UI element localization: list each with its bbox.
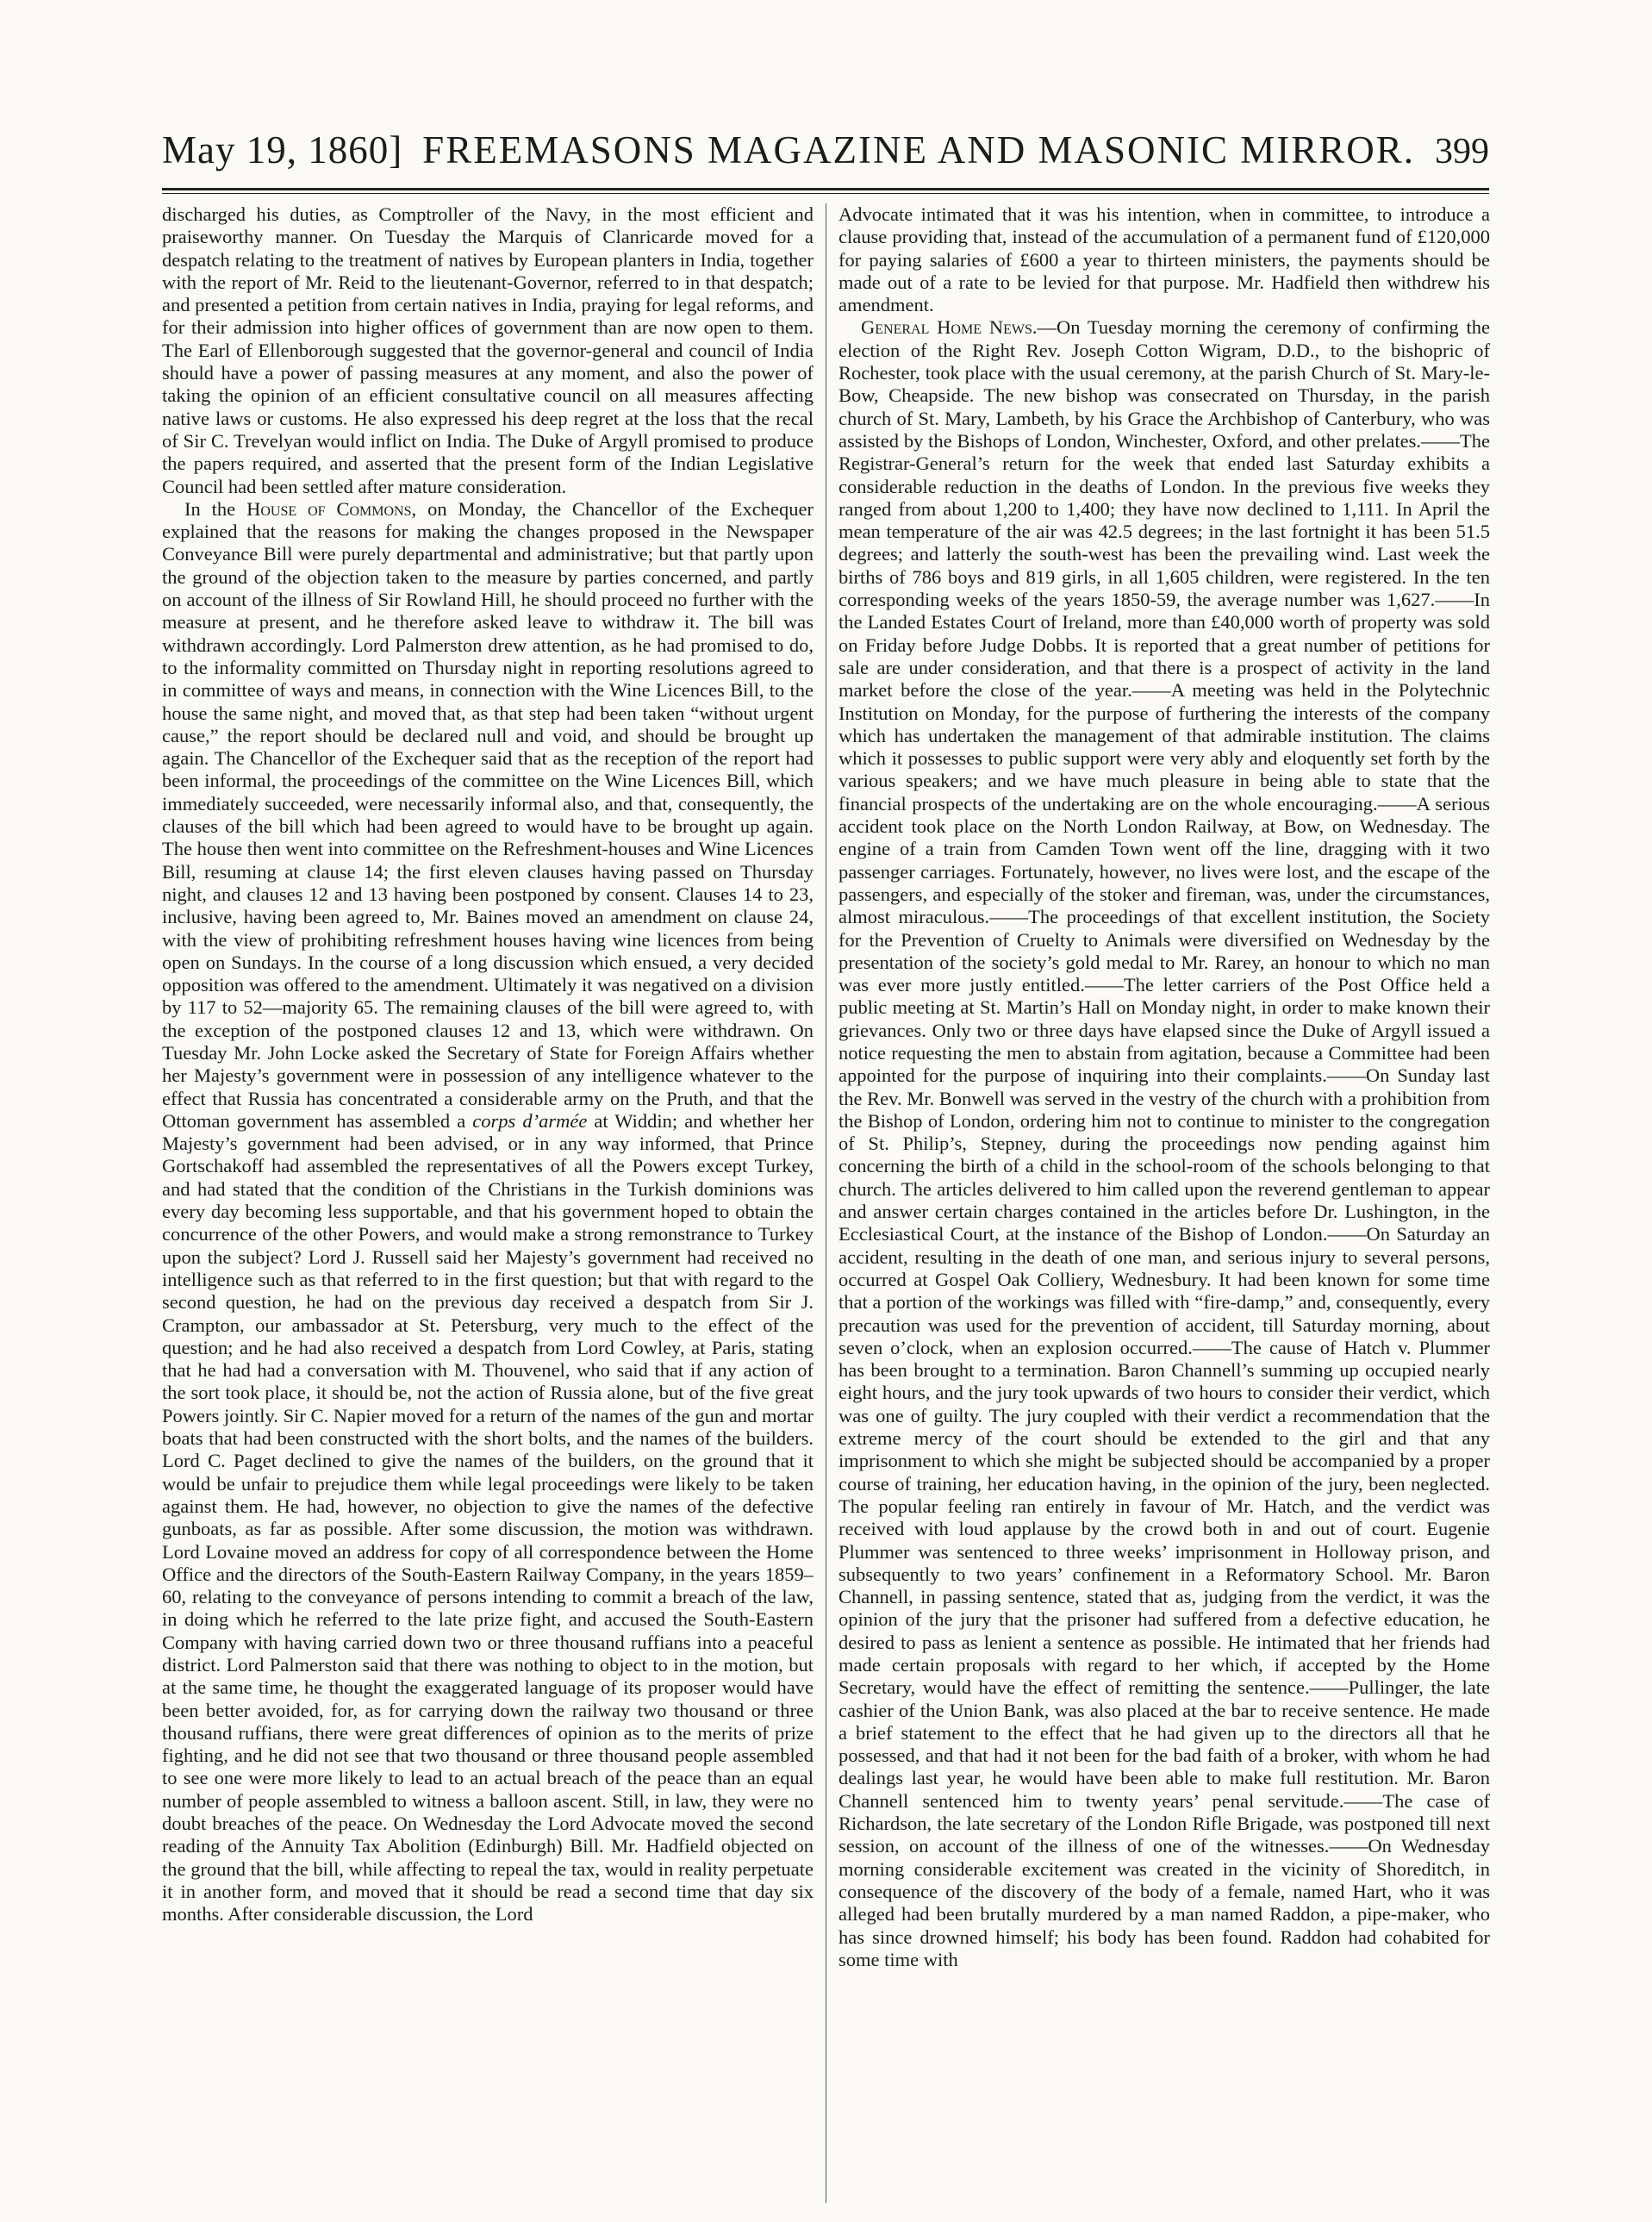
paragraph: [162, 498, 814, 1926]
paragraph-text: —On Tuesday morning the ceremony of confirming the election of the Right Rev. Joseph Cotton Wigram, D.D., to the bishopric of Rochester, took place with the usual ceremony, at the parish Church of St. Mary-le-Bow, Cheapside. The new bishop was consecrated on Thursday, in the parish church of St. Mary, Lambeth, by his Grace the Archbishop of Canterbury, who was assisted by the Bishops of London, Winchester, Oxford, and other prelates.——The Registrar-General’s return for the week that ended last Saturday exhibits a considerable reduction in the deaths of London. In the previous five weeks they ranged from about 1,200 to 1,400; they have now declined to 1,111. In April the mean temperature of the air was 42.5 degrees; in the last fortnight it has been 51.5 degrees; and latterly the south-west has been the prevailing wind. Last week the births of 786 boys and 819 girls, in all 1,605 children, were registered. In the ten corresponding weeks of the years 1850-59, the average number was 1,627.——In the Landed Estates Court of Ireland, more than £40,000 worth of property was sold on Friday before Judge Dobbs. It is reported that a great number of petitions for sale are under consideration, and that there is a prospect of activity in the land market before the close of the year.——A meeting was held in the Polytechnic Institution on Monday, for the purpose of furthering the interests of the company which has undertaken the management of that admirable institution. The claims which it possesses to public support were very ably and eloquently set forth by the various speakers; and we have much pleasure in being able to state that the financial prospects of the undertaking are on the whole encouraging.——A serious accident took place on the North London Railway, at Bow, on Wednesday. The engine of a train from Camden Town went off the line, dragging with it two passenger carriages. Fortunately, however, no lives were lost, and the escape of the passengers, and especially of the stoker and fireman, was, under the circumstances, almost miraculous.——The proceedings of that excellent institution, the Society for the Prevention of Cruelty to Animals were diversified on Wednesday by the presentation of the society’s gold medal to Mr. Rarey, an honour to which no man was ever more justly entitled.——The letter carriers of the Post Office held a public meeting at St. Martin’s Hall on Monday night, in order to make known their grievances. Only two or three days have elapsed since the Duke of Argyll issued a notice requesting the men to abstain from agitation, because a Committee had been appointed for the purpose of inquiring into their complaints.——On Sunday last the Rev. Mr. Bonwell was served in the vestry of the church with a prohibition from the Bishop of London, ordering him not to continue to minister to the congregation of St. Philip’s, Stepney, during the proceedings now pending against him concerning the birth of a child in the school-room of the schools belonging to that church. The articles delivered to him called upon the reverend gentleman to appear and answer certain charges contained in the articles before Dr. Lushington, in the Ecclesiastical Court, at the instance of the Bishop of London.——On Saturday an accident, resulting in the death of one man, and serious injury to several persons, occurred at Gospel Oak Colliery, Wednesbury. It had been known for some time that a portion of the workings was filled with “fire-damp,” and, consequently, every precaution was used for the prevention of accident, till Saturday morning, about seven o’clock, when an explosion occurred.——The cause of Hatch v. Plummer has been brought to a termination. Baron Channell’s summing up occupied nearly eight hours, and the jury took upwards of two hours to consider their verdict, which was one of guilty. The jury coupled with their verdict a recommendation that the extreme mercy of the court should be extended to the girl and that any imprisonment to which she might be subjected should be accompanied by a proper course of training, her education having, in the opinion of the jury, been neglected. The popular feeling ran entirely in favour of Mr. Hatch, and the verdict was received with loud applause by the crowd both in and out of court. Eugenie Plummer was sentenced to three weeks’ imprisonment in Holloway prison, and subsequently to two years’ confinement in a Reformatory School. Mr. Baron Channell, in passing sentence, stated that as, judging from the verdict, it was the opinion of the jury that the prisoner had suffered from a defective education, he desired to pass as lenient a sentence as possible. He intimated that her friends had made certain proposals with regard to her which, if accepted by the Home Secretary, would have the effect of remitting the sentence.——Pullinger, the late cashier of the Union Bank, was also placed at the bar to receive sentence. He made a brief statement to the effect that he had given up to the directors all that he possessed, and that had it not been for the bad faith of a broker, with whom he had dealings last year, he would have been able to make full restitution. Mr. Baron Channell sentenced him to twenty years’ penal servitude.——The case of Richardson, the late secretary of the London Rifle Brigade, was postponed till next session, on account of the illness of one of the witnesses.——On Wednesday morning considerable excitement was created in the vicinity of Shoreditch, in consequence of the discovery of the body of a female, named Hart, who it was alleged had been brutally murdered by a man named Raddon, a pipe-maker, who has since drowned himself; his body has been found. Raddon had cohabited for some time with: [838, 316, 1490, 1970]
paragraph: [162, 203, 814, 498]
header-rule: [162, 188, 1489, 190]
italic-phrase: corps d’armée: [472, 1109, 588, 1132]
paragraph-text: In the: [184, 497, 236, 520]
page-header: [162, 128, 1489, 183]
paragraph-text: Advocate intimated that it was his intention, when in committee, to introduce a clause providing that, instead of the accumulation of a permanent fund of £120,000 for paying salaries of £600 a year to thirteen ministers, the payments should be made out of a rate to be levied for that purpose. Mr. Hadfield then withdrew his amendment.: [838, 203, 1490, 316]
paragraph-text: discharged his duties, as Comptroller of the Navy, in the most efficient and praiseworthy manner. On Tuesday the Marquis of Clanricarde moved for a despatch relating to the treatment of natives by European planters in India, together with the report of Mr. Reid to the lieutenant-Governor, referred to in that despatch; and presented a petition from certain natives in India, praying for legal reforms, and for their admission into higher offices of government than are now open to them. The Earl of Ellenborough suggested that the governor-general and council of India should have a power of passing measures at any moment, and also the power of taking the opinion of an efficient consultative council on all measures affecting native laws or customs. He also expressed his deep regret at the loss that the recal of Sir C. Trevelyan would inflict on India. The Duke of Argyll promised to produce the papers required, and asserted that the present form of the Indian Legislative Council had been settled after mature consideration.: [162, 203, 814, 497]
paragraph: [838, 203, 1490, 316]
right-column: [838, 203, 1490, 2205]
paragraph-text: , on Monday, the Chancellor of the Exchequer explained that the reasons for making the changes proposed in the Newspaper Conveyance Bill were purely departmental and administrative; but that partly upon the ground of the objection taken to the measure by parties concerned, and partly on account of the illness of Sir Rowland Hill, he should proceed no further with the measure at present, and he therefore asked leave to withdraw it. The bill was withdrawn accordingly. Lord Palmerston drew attention, as he had promised to do, to the informality committed on Thursday night in reporting resolutions agreed to in committee of ways and means, in connection with the Wine Licences Bill, to the house the same night, and moved that, as that step had been taken “without urgent cause,” the report should be declared null and void, and should be brought up again. The Chancellor of the Exchequer said that as the reception of the report had been informal, the proceedings of the committee on the Wine Licences Bill, which immediately succeeded, were necessarily informal also, and that, consequently, the clauses of the bill which had been agreed to would have to be brought up again. The house then went into committee on the Refreshment-houses and Wine Licences Bill, resuming at clause 14; the first eleven clauses having passed on Thursday night, and clauses 12 and 13 having been postponed by consent. Clauses 14 to 23, inclusive, having been agreed to, Mr. Baines moved an amendment on clause 24, with the view of prohibiting refreshment houses having wine licences from being open on Sundays. In the course of a long discussion which ensued, a very decided opposition was offered to the amendment. Ultimately it was negatived on a division by 117 to 52—majority 65. The remaining clauses of the bill were agreed to, with the exception of the postponed clauses 12 and 13, which were withdrawn. On Tuesday Mr. John Locke asked the Secretary of State for Foreign Affairs whether her Majesty’s government were in possession of any intelligence whatever to the effect that Russia has concentrated a considerable army on the Pruth, and that the Ottoman government has assembled a: [162, 497, 814, 1132]
header-date: May 19, 1860]: [162, 128, 403, 172]
paragraph: [838, 316, 1490, 1971]
left-column: [162, 203, 814, 2205]
header-rule-thin: [162, 193, 1489, 194]
page-number: 399: [1434, 132, 1489, 172]
paragraph-text: at Widdin; and whether her Majesty’s government had been advised, or in any way informed, that Prince Gortschakoff had assembled the representatives of all the Powers except Turkey, and had stated that the condition of the Christians in the Turkish dominions was every day becoming less supportable, and that his government hoped to obtain the concurrence of the other Powers, and would make a strong remonstrance to Turkey upon the subject? Lord J. Russell said her Majesty’s government had received no intelligence such as that referred to in the first question; but that with regard to the second question, he had on the previous day received a despatch from Sir J. Crampton, our ambassador at St. Petersburg, very much to the effect of the question; and he had also received a despatch from Lord Cowley, at Paris, stating that he had had a conversation with M. Thouvenel, who said that if any action of the sort took place, it should be, not the action of Russia alone, but of the five great Powers jointly. Sir C. Napier moved for a return of the names of the gun and mortar boats that had been constructed with the short bolts, and the names of the builders. Lord C. Paget declined to give the names of the builders, on the ground that it would be unfair to prejudice them while legal proceedings were likely to be taken against them. He had, however, no objection to give the names of the defective gunboats, as far as possible. After some discussion, the motion was withdrawn. Lord Lovaine moved an address for copy of all correspondence between the Home Office and the directors of the South-Eastern Railway Company, in the years 1859–60, relating to the conveyance of persons intending to commit a breach of the law, in doing which he referred to the late prize fight, and accused the South-Eastern Company with having carried down two or three thousand ruffians into a peaceful district. Lord Palmerston said that there was nothing to object to in the motion, but at the same time, he thought the exaggerated language of its proposer would have been better avoided, for, as for carrying down the railway two thousand or three thousand ruffians, there were great differences of opinion as to the merits of prize fighting, and he did not see that two thousand or three thousand people assembled to see one were more likely to lead to an actual breach of the peace than an equal number of people assembled to witness a balloon ascent. Still, in law, they were no doubt breaches of the peace. On Wednesday the Lord Advocate moved the second reading of the Annuity Tax Abolition (Edinburgh) Bill. Mr. Hadfield objected on the ground that the bill, while affecting to repeal the tax, would in reality perpetuate it in another form, and moved that it should be read a second time that day six months. After considerable discussion, the Lord: [162, 1109, 814, 1926]
header-title: FREEMASONS MAGAZINE AND MASONIC MIRROR.: [422, 128, 1416, 172]
section-heading: House of Commons: [246, 497, 412, 520]
section-heading: General Home News.: [861, 316, 1038, 339]
